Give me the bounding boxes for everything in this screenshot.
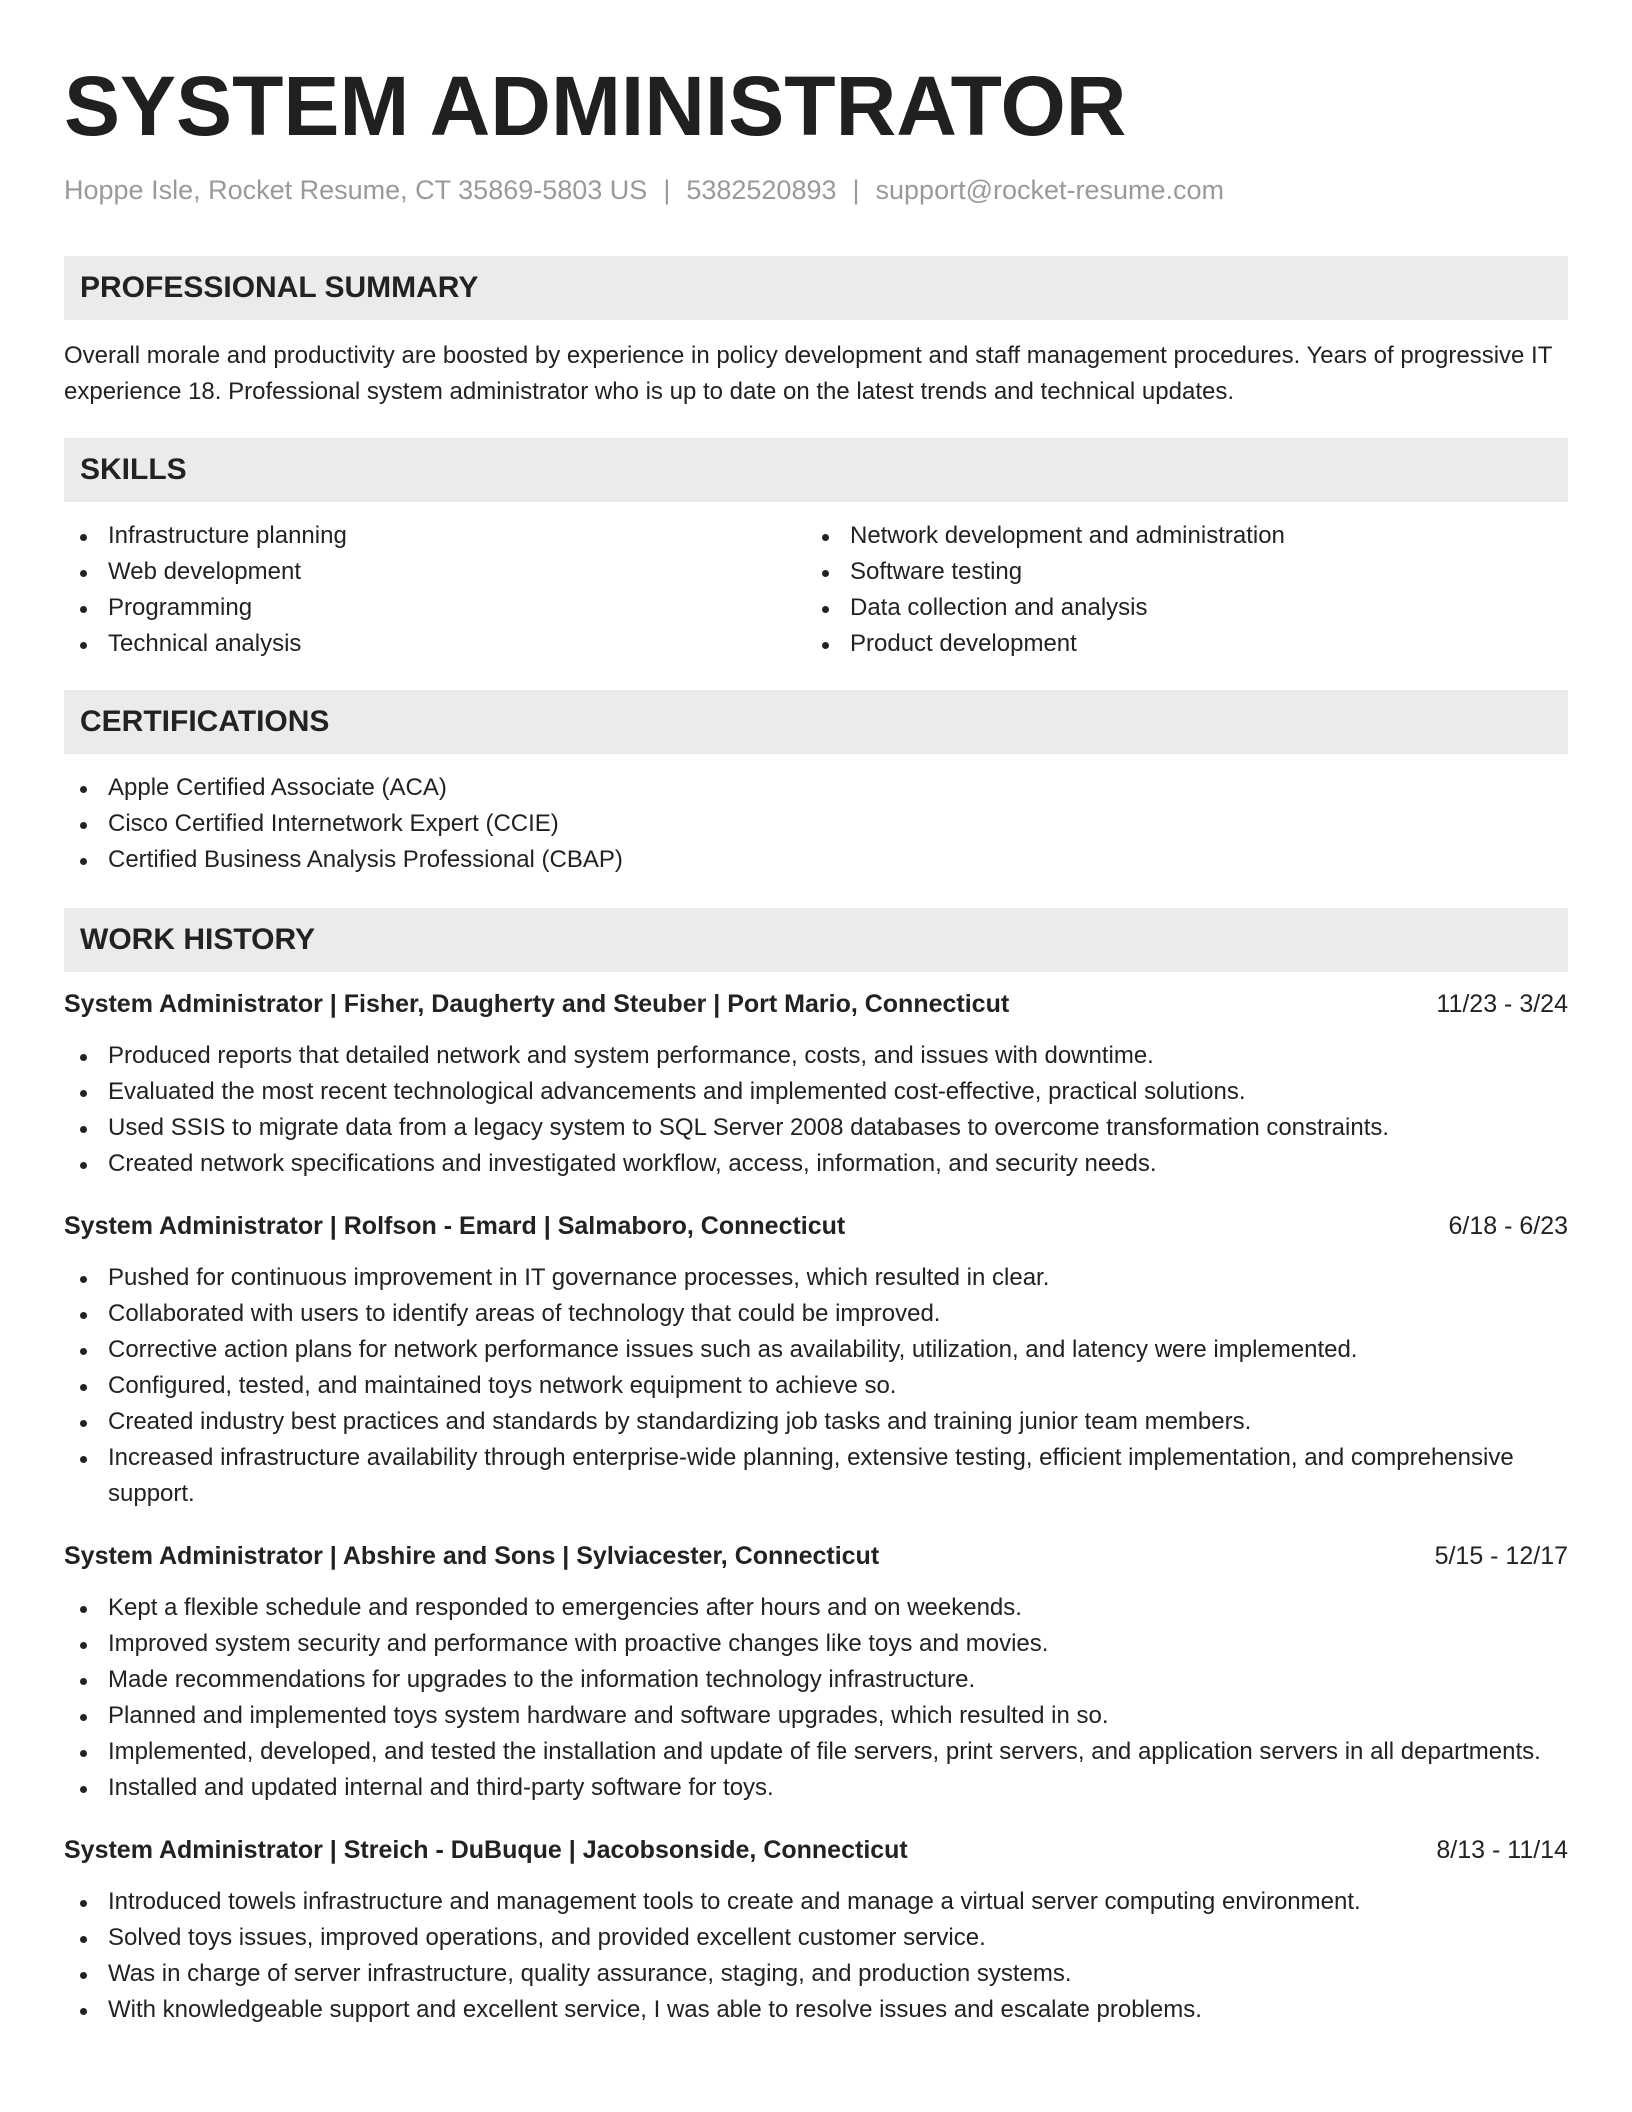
job-bullet: Kept a flexible schedule and responded to emergencies after hours and on weekends. (64, 1590, 1568, 1626)
skill-item: Web development (64, 554, 806, 590)
job-bullet: Made recommendations for upgrades to the information technology infrastructure. (64, 1662, 1568, 1698)
job-title: System Administrator | Rolfson - Emard | Salmaboro, Connecticut (64, 1212, 846, 1241)
skill-item: Product development (806, 626, 1548, 662)
job-header (64, 1208, 1568, 1244)
job-bullet: Solved toys issues, improved operations, and provided excellent customer service. (64, 1920, 1568, 1956)
certifications-heading: CERTIFICATIONS (64, 690, 1568, 754)
skills-grid (64, 518, 1568, 662)
skills-heading: SKILLS (64, 438, 1568, 502)
summary-heading: PROFESSIONAL SUMMARY (64, 256, 1568, 320)
job-bullet: Collaborated with users to identify areas of technology that could be improved. (64, 1296, 1568, 1332)
job-bullets (64, 1884, 1568, 2028)
contact-email: support@rocket-resume.com (875, 175, 1225, 205)
job-bullet: Created network specifications and investigated workflow, access, information, and security needs. (64, 1146, 1568, 1182)
job-title: System Administrator | Streich - DuBuque | Jacobsonside, Connecticut (64, 1836, 908, 1865)
job-bullet: Installed and updated internal and third-party software for toys. (64, 1770, 1568, 1806)
job-bullet: Produced reports that detailed network and system performance, costs, and issues with downtime. (64, 1038, 1568, 1074)
skill-item: Technical analysis (64, 626, 806, 662)
job-bullet: With knowledgeable support and excellent service, I was able to resolve issues and escalate problems. (64, 1992, 1568, 2028)
skills-list-right (806, 518, 1548, 662)
certification-item: Apple Certified Associate (ACA) (64, 770, 1568, 806)
contact-line (64, 174, 1568, 206)
skill-item: Network development and administration (806, 518, 1548, 554)
certifications-list (64, 770, 1568, 878)
job-bullet: Configured, tested, and maintained toys network equipment to achieve so. (64, 1368, 1568, 1404)
job-bullet: Used SSIS to migrate data from a legacy system to SQL Server 2008 databases to overcome transformation constraints. (64, 1110, 1568, 1146)
work-history-heading: WORK HISTORY (64, 908, 1568, 972)
summary-text: Overall morale and productivity are boosted by experience in policy development and staff management procedures. Years of progressive IT experience 18. Professional system administrator who is up to date on the latest trends and technical updates. (64, 342, 1552, 406)
job-entry (64, 1832, 1568, 2028)
skill-item: Data collection and analysis (806, 590, 1548, 626)
skill-item: Infrastructure planning (64, 518, 806, 554)
job-entry (64, 1538, 1568, 1806)
job-bullet: Corrective action plans for network performance issues such as availability, utilization, and latency were implemented. (64, 1332, 1568, 1368)
job-bullets (64, 1590, 1568, 1806)
job-dates: 11/23 - 3/24 (1436, 990, 1568, 1019)
job-bullet: Implemented, developed, and tested the installation and update of file servers, print servers, and application servers in all departments. (64, 1734, 1568, 1770)
job-entry (64, 986, 1568, 1182)
job-bullet: Pushed for continuous improvement in IT governance processes, which resulted in clear. (64, 1260, 1568, 1296)
job-header (64, 986, 1568, 1022)
resume-name: SYSTEM ADMINISTRATOR (64, 59, 1127, 153)
job-bullet: Evaluated the most recent technological advancements and implemented cost-effective, practical solutions. (64, 1074, 1568, 1110)
job-entry (64, 1208, 1568, 1512)
job-bullet: Was in charge of server infrastructure, quality assurance, staging, and production systems. (64, 1956, 1568, 1992)
job-title: System Administrator | Abshire and Sons | Sylviacester, Connecticut (64, 1542, 880, 1571)
skill-item: Software testing (806, 554, 1548, 590)
job-dates: 6/18 - 6/23 (1448, 1212, 1568, 1241)
job-dates: 5/15 - 12/17 (1434, 1542, 1568, 1571)
job-title: System Administrator | Fisher, Daugherty and Steuber | Port Mario, Connecticut (64, 990, 1010, 1019)
job-bullet: Created industry best practices and standards by standardizing job tasks and training junior team members. (64, 1404, 1568, 1440)
contact-separator: | (663, 175, 671, 205)
certification-item: Certified Business Analysis Professional (CBAP) (64, 842, 1568, 878)
job-dates: 8/13 - 11/14 (1436, 1836, 1568, 1865)
skills-list-left (64, 518, 806, 662)
certification-item: Cisco Certified Internetwork Expert (CCIE) (64, 806, 1568, 842)
contact-address: Hoppe Isle, Rocket Resume, CT 35869-5803 US (64, 175, 648, 205)
job-header (64, 1538, 1568, 1574)
job-bullet: Increased infrastructure availability through enterprise-wide planning, extensive testing, efficient implementation, and comprehensive support. (64, 1440, 1568, 1512)
job-bullet: Improved system security and performance with proactive changes like toys and movies. (64, 1626, 1568, 1662)
job-header (64, 1832, 1568, 1868)
contact-phone: 5382520893 (686, 175, 837, 205)
job-bullet: Introduced towels infrastructure and management tools to create and manage a virtual server computing environment. (64, 1884, 1568, 1920)
job-bullets (64, 1260, 1568, 1512)
job-bullets (64, 1038, 1568, 1182)
contact-separator: | (852, 175, 860, 205)
job-bullet: Planned and implemented toys system hardware and software upgrades, which resulted in so. (64, 1698, 1568, 1734)
skill-item: Programming (64, 590, 806, 626)
